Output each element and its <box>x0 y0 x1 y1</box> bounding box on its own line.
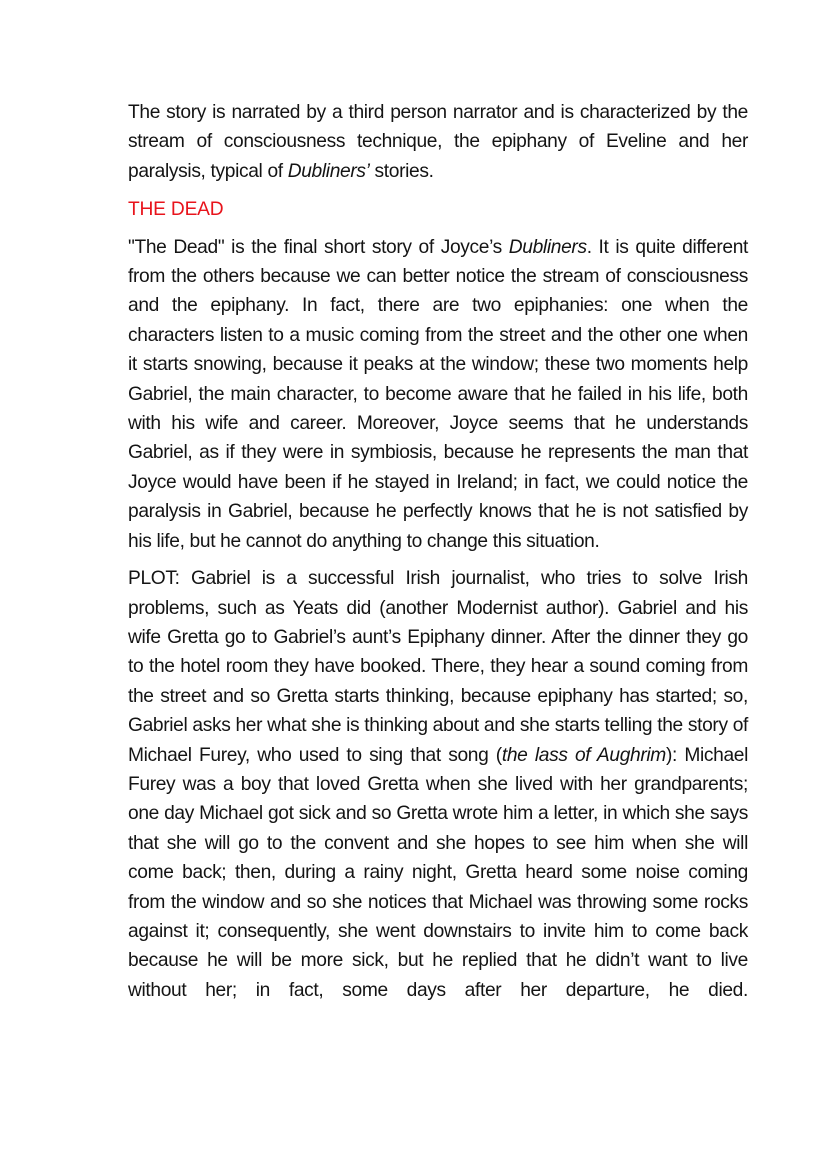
intro-paragraph <box>128 98 748 186</box>
intro-text-1: The story is narrated by a third person narrator and is characterized by the stream of consciousness technique, the epiphany of Eveline and her paralysis, typical of <box>128 102 748 182</box>
intro-text-2: stories. <box>369 160 434 182</box>
dead-text-italic-dubliners: Dubliners <box>508 236 587 258</box>
dead-text-2: . It is quite different from the others because we can better notice the stream of consciousness and the epiphany. In fact, there are two epiphanies: one when the characters listen to a music coming from the street and the other one when it starts snowing, because it peaks at the window; these two moments help Gabriel, the main character, to become aware that he failed in his life, both with his wife and career. Moreover, Joyce seems that he understands Gabriel, as if they were in symbiosis, because he represents the man that Joyce would have been if he stayed in Ireland; in fact, we could notice the paralysis in Gabriel, because he perfectly knows that he is not satisfied by his life, but he cannot do anything to change this situation. <box>128 236 748 552</box>
plot-text-1: PLOT: Gabriel is a successful Irish journalist, who tries to solve Irish problems, such as Yeats did (another Modernist author). Gabriel and his wife Gretta go to Gabriel’s aunt’s Epiphany dinner. After the dinner they go to the hotel room they have booked. There, they hear a sound coming from the street and so Gretta starts thinking, because epiphany has started; so, Gabriel asks her what she is thinking about and she starts telling the story of Michael Furey, who used to sing that song ( <box>128 568 748 766</box>
intro-text-italic-dubliners: Dubliners’ <box>287 160 370 182</box>
plot-paragraph <box>128 564 748 1005</box>
the-dead-paragraph <box>128 233 748 556</box>
dead-text-1: "The Dead" is the final short story of Joyce’s <box>128 236 509 258</box>
paragraph-spacer <box>128 556 748 564</box>
plot-text-2: ): Michael Furey was a boy that loved Gretta when she lived with her grandparents; one day Michael got sick and so Gretta wrote him a letter, in which she says that she will go to the convent and she hopes to see him when she will come back; then, during a rainy night, Gretta heard some noise coming from the window and so she notices that Michael was throwing some rocks against it; consequently, she went downstairs to invite him to come back because he will be more sick, but he replied that he didn’t want to live without her; in fact, some days after her departure, he died. <box>128 744 749 1001</box>
section-heading-the-dead: THE DEAD <box>128 199 224 221</box>
document-page <box>128 98 748 1005</box>
plot-text-italic-song-title: the lass of Aughrim <box>501 744 666 766</box>
